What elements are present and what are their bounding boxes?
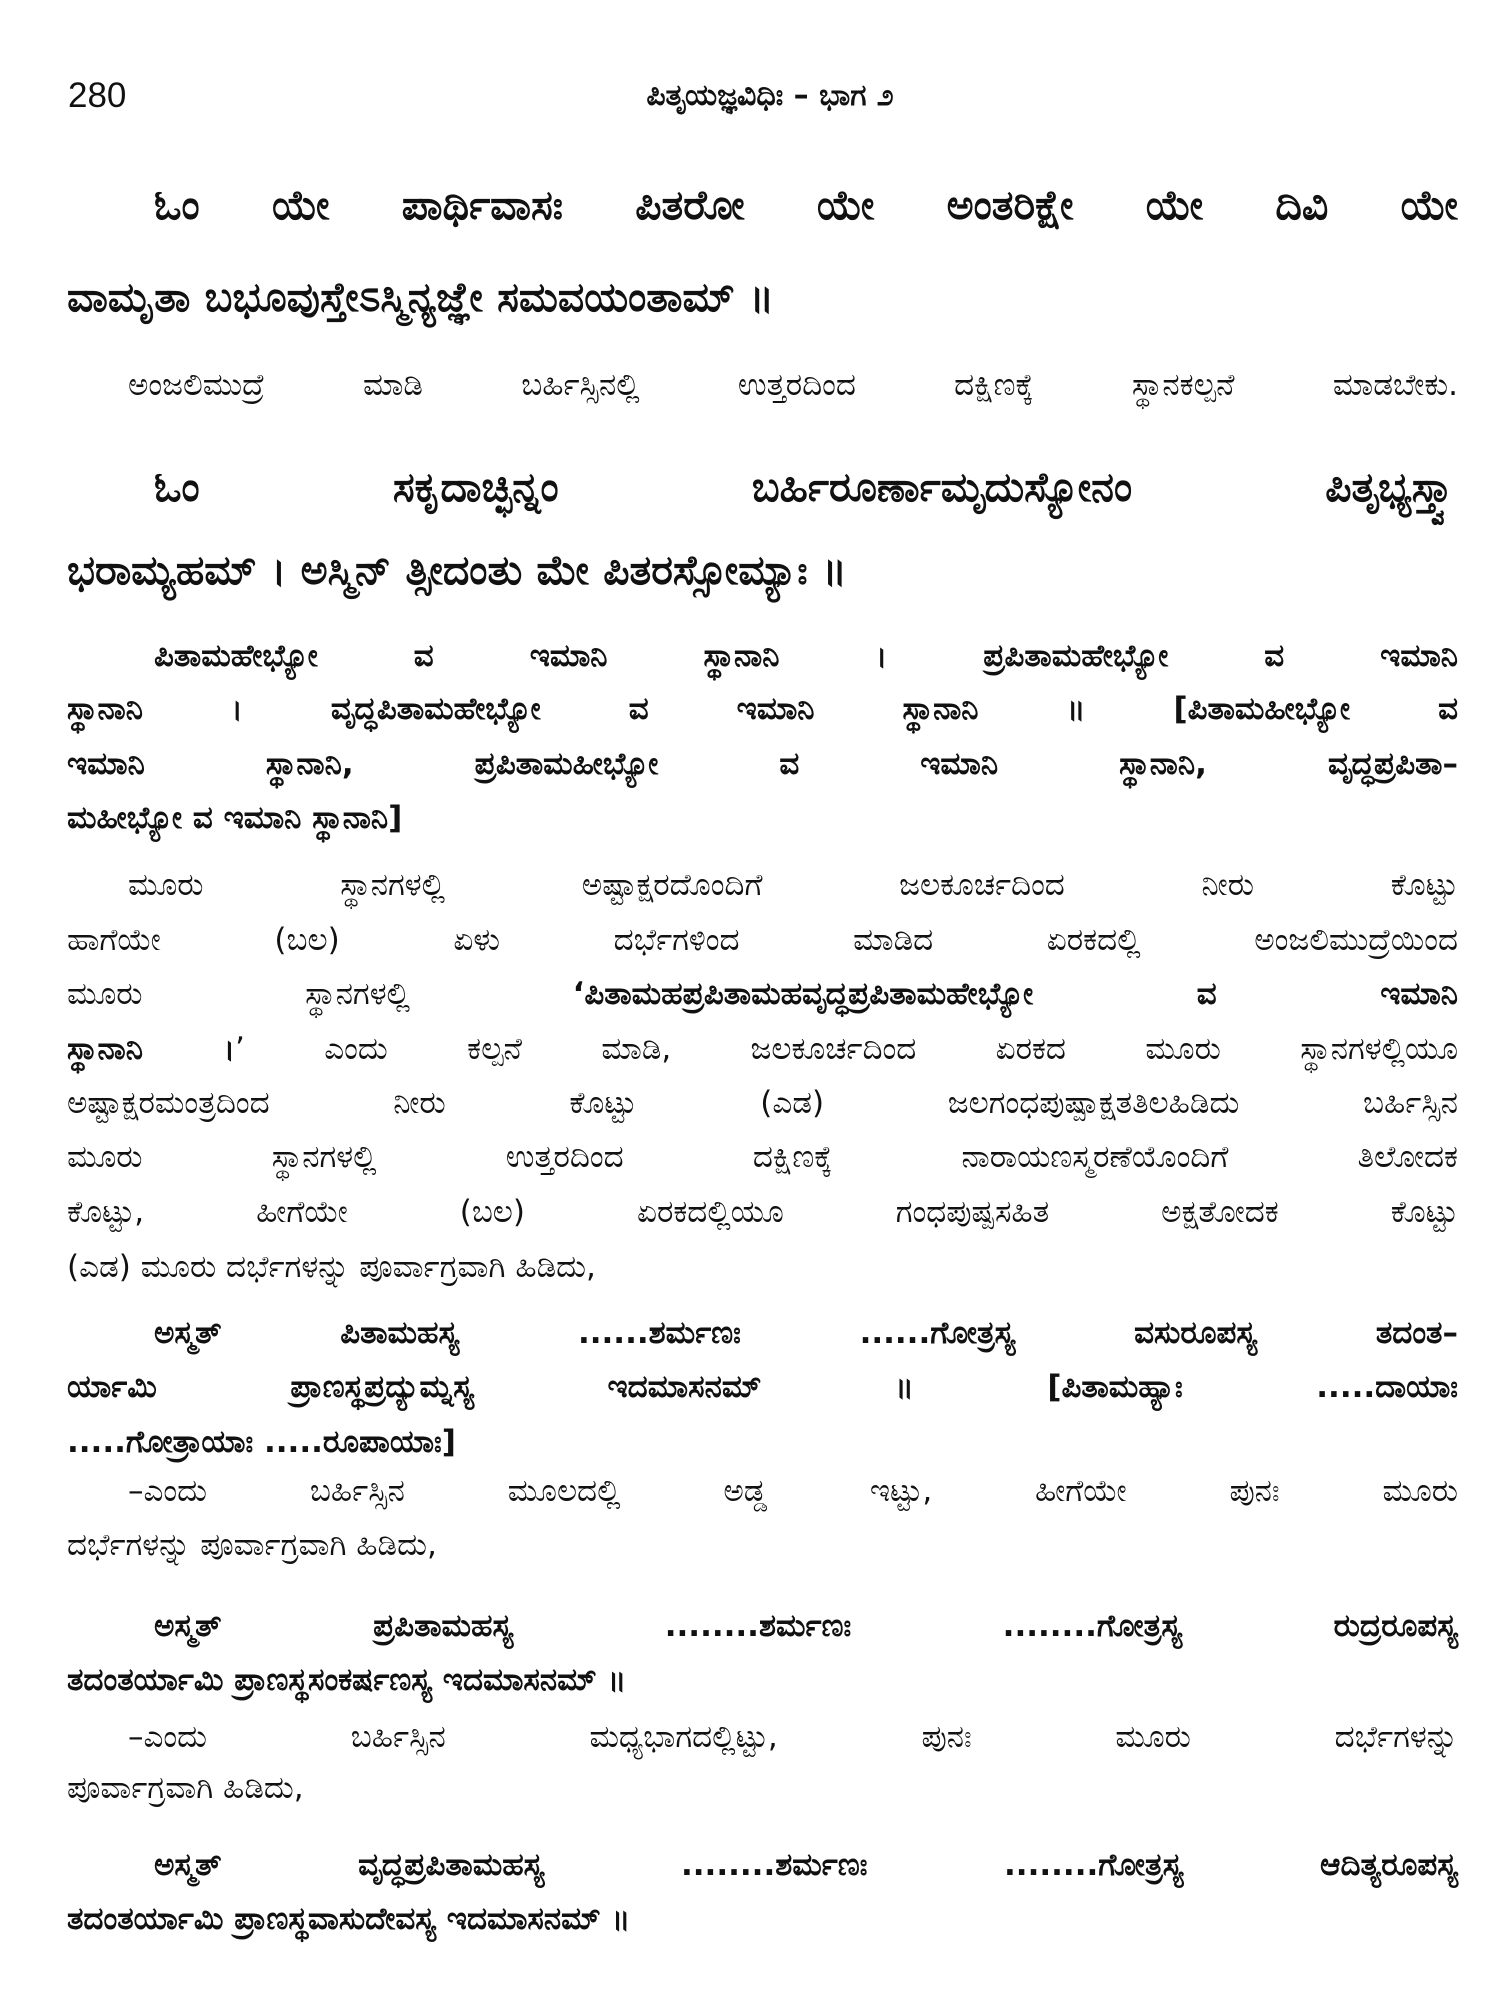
asana-pitamaha-line: ರ್ಯಾಮಿ ಪ್ರಾಣಸ್ಥಪ್ರದ್ಯುಮ್ನಸ್ಯ ಇದಮಾಸನಮ್ ॥ [ಪಿತಾಮಹ್ಯಾಃ .....ದಾಯಾಃ (67, 1369, 1458, 1405)
instruction-sthana-line: ಕೊಟ್ಟು, ಹೀಗೆಯೇ (ಬಲ) ಏರಕದಲ್ಲಿಯೂ ಗಂಧಪುಷ್ಪಸಹಿತ ಅಕ್ಷತೋದಕ ಕೊಟ್ಟು (67, 1194, 1458, 1230)
instruction-mula-line: ದರ್ಭೆಗಳನ್ನು ಪೂರ್ವಾಗ್ರವಾಗಿ ಹಿಡಿದು, (67, 1527, 437, 1563)
instruction-sthana-line: ಮೂರು ಸ್ಥಾನಗಳಲ್ಲಿ ಅಷ್ಟಾಕ್ಷರದೊಂದಿಗೆ ಜಲಕೂರ್ಚದಿಂದ ನೀರು ಕೊಟ್ಟು (128, 867, 1458, 903)
instruction-text: ’ ಎಂದು ಕಲ್ಪನೆ ಮಾಡಿ, ಜಲಕೂರ್ಚದಿಂದ ಏರಕದ ಮೂರು ಸ್ಥಾನಗಳಲ್ಲಿಯೂ (235, 1031, 1458, 1067)
quoted-mantra: ಸ್ಥಾನಾನಿ । (67, 1031, 236, 1067)
instruction-sthana-line (67, 967, 1458, 1021)
mantra-sthana-line: ಸ್ಥಾನಾನಿ । ವೃದ್ಧಪಿತಾಮಹೇಭ್ಯೋ ವ ಇಮಾನಿ ಸ್ಥಾನಾನಿ ॥ [ಪಿತಾಮಹೀಭ್ಯೋ ವ (67, 691, 1458, 727)
mantra-sthana-line: ಮಹೀಭ್ಯೋ ವ ಇಮಾನಿ ಸ್ಥಾನಾನಿ] (67, 800, 403, 836)
asana-prapitamaha-line: ತದಂತರ್ಯಾಮಿ ಪ್ರಾಣಸ್ಥಸಂಕರ್ಷಣಸ್ಯ ಇದಮಾಸನಮ್ ॥ (67, 1662, 627, 1698)
asana-vriddha-line: ಅಸ್ಮತ್ ವೃದ್ಧಪ್ರಪಿತಾಮಹಸ್ಯ ........ಶರ್ಮಣಃ ........ಗೋತ್ರಸ್ಯ ಆದಿತ್ಯರೂಪಸ್ಯ (154, 1847, 1458, 1883)
mantra-barhis-line: ಓಂ ಸಕೃದಾಚ್ಛಿನ್ನಂ ಬರ್ಹಿರೂರ್ಣಾಮೃದುಸ್ಯೋನಂ ಪಿತೃಭ್ಯಸ್ತ್ವಾ (154, 463, 1458, 511)
asana-vriddha-line: ತದಂತರ್ಯಾಮಿ ಪ್ರಾಣಸ್ಥವಾಸುದೇವಸ್ಯ ಇದಮಾಸನಮ್ ॥ (67, 1901, 631, 1937)
instruction-madhya-line: ಪೂರ್ವಾಗ್ರವಾಗಿ ಹಿಡಿದು, (67, 1770, 304, 1806)
instruction-madhya-line: –ಎಂದು ಬರ್ಹಿಸ್ಸಿನ ಮಧ್ಯಭಾಗದಲ್ಲಿಟ್ಟು, ಪುನಃ ಮೂರು ದರ್ಭೆಗಳನ್ನು (128, 1719, 1458, 1755)
mantra-barhis-line: ಭರಾಮ್ಯಹಮ್ । ಅಸ್ಮಿನ್ ತ್ಸೀದಂತು ಮೇ ಪಿತರಸ್ಸೋಮ್ಯಾಃ ॥ (67, 546, 847, 594)
mantra-sthana-line: ಇಮಾನಿ ಸ್ಥಾನಾನಿ, ಪ್ರಪಿತಾಮಹೀಭ್ಯೋ ವ ಇಮಾನಿ ಸ್ಥಾನಾನಿ, ವೃದ್ಧಪ್ರಪಿತಾ– (67, 746, 1458, 782)
instruction-sthana-line: (ಎಡ) ಮೂರು ದರ್ಭೆಗಳನ್ನು ಪೂರ್ವಾಗ್ರವಾಗಿ ಹಿಡಿದು, (67, 1249, 596, 1285)
quoted-mantra: ‘ಪಿತಾಮಹಪ್ರಪಿತಾಮಹವೃದ್ಧಪ್ರಪಿತಾಮಹೇಭ್ಯೋ ವ ಇಮಾನಿ (572, 976, 1458, 1012)
mantra-invocation-line: ವಾಮೃತಾ ಬಭೂವುಸ್ತೇಽಸ್ಮಿನ್ಯಜ್ಞೇ ಸಮವಯಂತಾಮ್ ॥ (67, 273, 775, 321)
instruction-mula-line: –ಎಂದು ಬರ್ಹಿಸ್ಸಿನ ಮೂಲದಲ್ಲಿ ಅಡ್ಡ ಇಟ್ಟು, ಹೀಗೆಯೇ ಪುನಃ ಮೂರು (128, 1473, 1458, 1509)
instruction-sthana-line (67, 1022, 1458, 1076)
instruction-text: ಮೂರು ಸ್ಥಾನಗಳಲ್ಲಿ (67, 976, 573, 1012)
instruction-anjali-line: ಅಂಜಲಿಮುದ್ರೆ ಮಾಡಿ ಬರ್ಹಿಸ್ಸಿನಲ್ಲಿ ಉತ್ತರದಿಂದ ದಕ್ಷಿಣಕ್ಕೆ ಸ್ಥಾನಕಲ್ಪನೆ ಮಾಡಬೇಕು. (128, 367, 1458, 403)
asana-pitamaha-line: ಅಸ್ಮತ್ ಪಿತಾಮಹಸ್ಯ ......ಶರ್ಮಣಃ ......ಗೋತ್ರಸ್ಯ ವಸುರೂಪಸ್ಯ ತದಂತ– (154, 1315, 1458, 1351)
running-head: ಪಿತೃಯಜ್ಞವಿಧಿಃ – ಭಾಗ ೨ (646, 78, 894, 113)
instruction-sthana-line: ಅಷ್ಟಾಕ್ಷರಮಂತ್ರದಿಂದ ನೀರು ಕೊಟ್ಟು (ಎಡ) ಜಲಗಂಧಪುಷ್ಪಾಕ್ಷತತಿಲಹಿಡಿದು ಬರ್ಹಿಸ್ಸಿನ (67, 1085, 1458, 1121)
instruction-sthana-line: ಹಾಗೆಯೇ (ಬಲ) ಏಳು ದರ್ಭೆಗಳಿಂದ ಮಾಡಿದ ಏರಕದಲ್ಲಿ ಅಂಜಲಿಮುದ್ರೆಯಿಂದ (67, 922, 1458, 958)
instruction-sthana-line: ಮೂರು ಸ್ಥಾನಗಳಲ್ಲಿ ಉತ್ತರದಿಂದ ದಕ್ಷಿಣಕ್ಕೆ ನಾರಾಯಣಸ್ಮರಣೆಯೊಂದಿಗೆ ತಿಲೋದಕ (67, 1139, 1458, 1175)
asana-pitamaha-line: .....ಗೋತ್ರಾಯಾಃ .....ರೂಪಾಯಾಃ] (67, 1424, 456, 1460)
page-number: 280 (68, 76, 127, 115)
asana-prapitamaha-line: ಅಸ್ಮತ್ ಪ್ರಪಿತಾಮಹಸ್ಯ ........ಶರ್ಮಣಃ ........ಗೋತ್ರಸ್ಯ ರುದ್ರರೂಪಸ್ಯ (154, 1608, 1458, 1644)
mantra-invocation-line: ಓಂ ಯೇ ಪಾರ್ಥಿವಾಸಃ ಪಿತರೋ ಯೇ ಅಂತರಿಕ್ಷೇ ಯೇ ದಿವಿ ಯೇ (154, 181, 1458, 229)
mantra-sthana-line: ಪಿತಾಮಹೇಭ್ಯೋ ವ ಇಮಾನಿ ಸ್ಥಾನಾನಿ । ಪ್ರಪಿತಾಮಹೇಭ್ಯೋ ವ ಇಮಾನಿ (154, 638, 1458, 674)
